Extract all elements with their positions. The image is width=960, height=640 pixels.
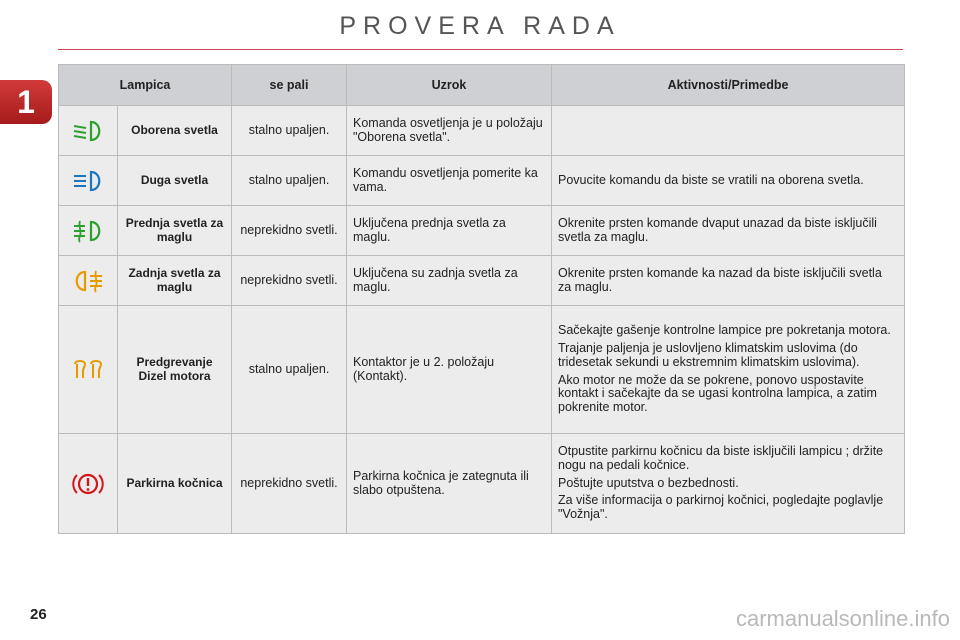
header-cause: Uzrok bbox=[347, 65, 552, 106]
lit-status: stalno upaljen. bbox=[232, 156, 347, 206]
lamp-name: Prednja svetla za maglu bbox=[118, 206, 232, 256]
lamp-name: Parkirna kočnica bbox=[118, 434, 232, 534]
remark-text: Za više informacija o parkirnoj kočnici, pogledajte poglavlje "Vožnja". bbox=[558, 493, 884, 522]
lamp-name: Oborena svetla bbox=[118, 106, 232, 156]
watermark: carmanualsonline.info bbox=[735, 606, 950, 631]
rear-fog-icon bbox=[65, 268, 111, 294]
remark-cell bbox=[552, 156, 905, 206]
parking-brake-icon bbox=[65, 470, 111, 498]
table-row bbox=[59, 306, 905, 434]
chapter-tab: 1 bbox=[0, 80, 52, 124]
header-lit: se pali bbox=[232, 65, 347, 106]
cause-text: Komandu osvetljenja pomerite ka vama. bbox=[347, 156, 552, 206]
table-header-row bbox=[59, 65, 905, 106]
remark-cell bbox=[552, 434, 905, 534]
warning-lamps-table bbox=[58, 64, 905, 534]
remark-text: Poštujte uputstva o bezbednosti. bbox=[558, 475, 739, 490]
title-rule bbox=[58, 49, 903, 50]
high-beam-icon bbox=[65, 168, 111, 194]
lit-status: stalno upaljen. bbox=[232, 306, 347, 434]
remark-text: Ako motor ne može da se pokrene, ponovo uspostavite kontakt i sačekajte da se ugasi kontrolna lampica, a zatim pokrenite motor. bbox=[558, 372, 877, 414]
remark-cell bbox=[552, 306, 905, 434]
remark-cell bbox=[552, 106, 905, 156]
table-row bbox=[59, 106, 905, 156]
cause-text: Parkirna kočnica je zategnuta ili slabo otpuštena. bbox=[347, 434, 552, 534]
cause-text: Kontaktor je u 2. položaju (Kontakt). bbox=[347, 306, 552, 434]
lamp-name: Predgrevanje Dizel motora bbox=[118, 306, 232, 434]
remark-text: Okrenite prsten komande dvaput unazad da biste isključili svetla za maglu. bbox=[558, 215, 877, 244]
lit-status: neprekidno svetli. bbox=[232, 206, 347, 256]
header-lamp: Lampica bbox=[59, 65, 232, 106]
header-action: Aktivnosti/Primedbe bbox=[552, 65, 905, 106]
cause-text: Uključena prednja svetla za maglu. bbox=[347, 206, 552, 256]
cause-text: Komanda osvetljenja je u položaju "Oborena svetla". bbox=[347, 106, 552, 156]
lamp-name: Zadnja svetla za maglu bbox=[118, 256, 232, 306]
remark-cell bbox=[552, 256, 905, 306]
table-row bbox=[59, 156, 905, 206]
cause-text: Uključena su zadnja svetla za maglu. bbox=[347, 256, 552, 306]
low-beam-icon bbox=[65, 118, 111, 144]
page-title: PROVERA RADA bbox=[339, 12, 621, 40]
table-row bbox=[59, 206, 905, 256]
remark-text: Otpustite parkirnu kočnicu da biste isključili lampicu ; držite nogu na pedali kočnice. bbox=[558, 444, 884, 472]
remark-text: Trajanje paljenja je uslovljeno klimatskim uslovima (do tridesetak sekundi u ekstremnim klimatskim uslovima). bbox=[558, 341, 860, 369]
remark-text: Okrenite prsten komande ka nazad da biste isključili svetla za maglu. bbox=[558, 265, 882, 294]
glow-plug-icon bbox=[65, 357, 111, 383]
remark-text: Povucite komandu da biste se vratili na oborena svetla. bbox=[558, 172, 864, 187]
lamp-name: Duga svetla bbox=[118, 156, 232, 206]
lit-status: neprekidno svetli. bbox=[232, 256, 347, 306]
remark-text: Sačekajte gašenje kontrolne lampice pre pokretanja motora. bbox=[558, 323, 891, 338]
table-row bbox=[59, 434, 905, 534]
table-row bbox=[59, 256, 905, 306]
lit-status: neprekidno svetli. bbox=[232, 434, 347, 534]
remark-cell bbox=[552, 206, 905, 256]
page-number: 26 bbox=[30, 606, 47, 623]
front-fog-icon bbox=[65, 218, 111, 244]
lit-status: stalno upaljen. bbox=[232, 106, 347, 156]
